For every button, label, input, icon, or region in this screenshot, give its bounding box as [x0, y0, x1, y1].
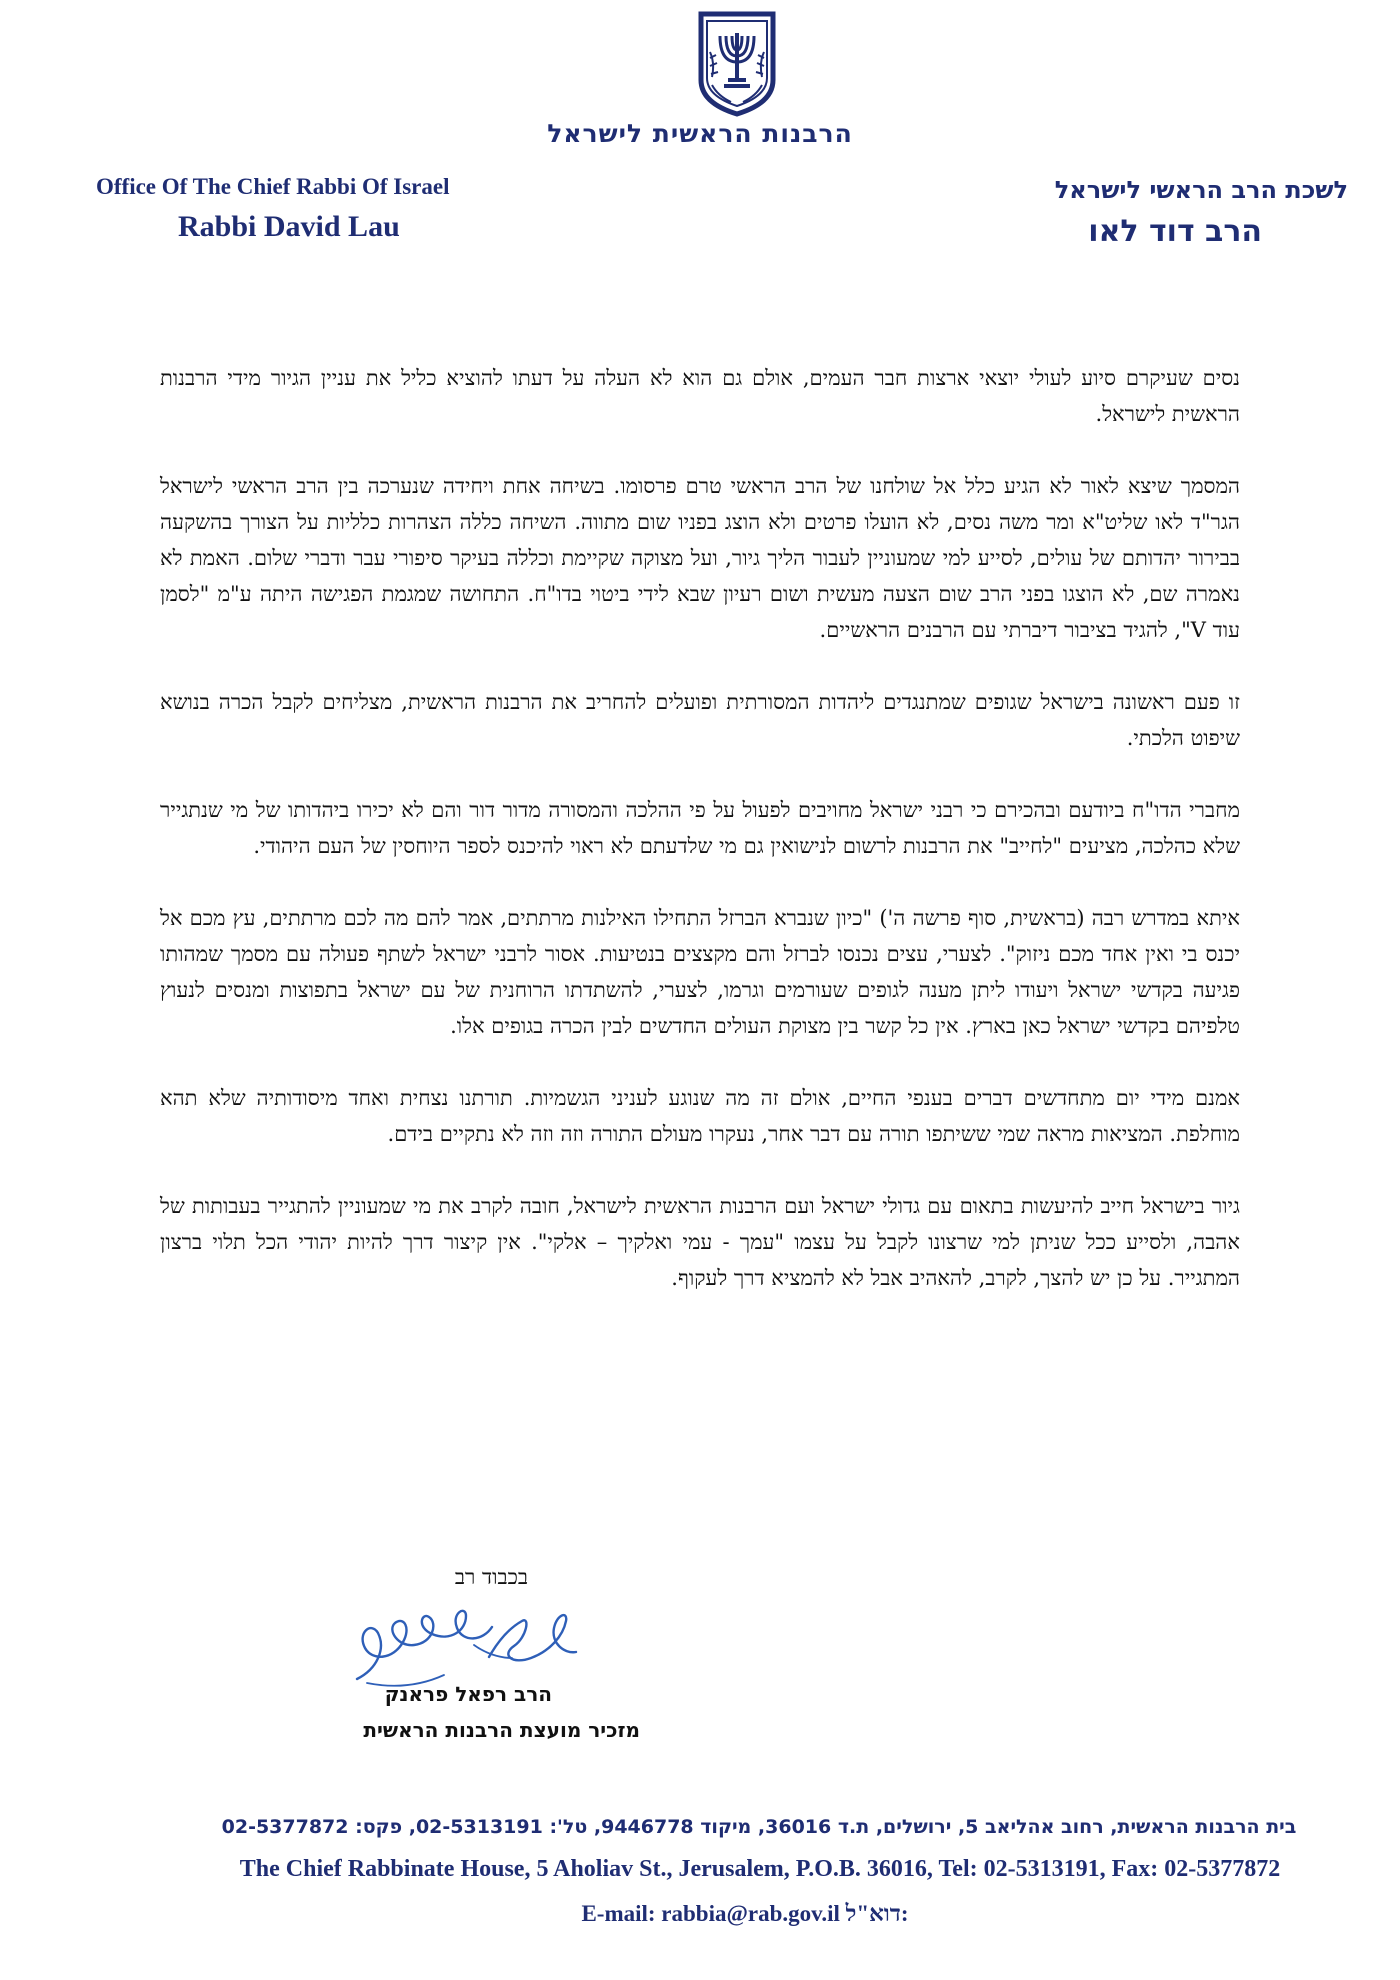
paragraph-6: אמנם מידי יום מתחדשים דברים בענפי החיים, אולם זה מה שנוגע לעניני הגשמיות. תורתנו נצחית ואחד מיסודותיה שלא תהא מוחלפת. המציאות מראה שמי ששיתפו תורה עם דבר אחר, נעקרו מעולם התורה וזה וזה לא נתקיים בידם. — [160, 1086, 1240, 1146]
paragraph-7: גיור בישראל חייב להיעשות בתאום עם גדולי ישראל ועם הרבנות הראשית לישראל, חובה לקרב את מי שמעוניין להתגייר בעבותות של אהבה, ולסייע ככל שניתן למי שרצונו לקבל על עצמו "עמך - עמי ואלקיך – אלקי". אין קיצור דרך להיות יהודי הכל תלוי ברצון המתגייר. על כן יש להצך, לקרב, להאהיב אבל לא להמציא דרך לעקוף. — [160, 1194, 1240, 1290]
office-hebrew-title: לשכת הרב הראשי לישראל — [1054, 176, 1348, 204]
signer-name: הרב רפאל פראנק — [384, 1682, 552, 1706]
footer-hebrew-address: בית הרבנות הראשית, רחוב אהליאב 5, ירושלים, ת.ד 36016, מיקוד 9446778, טל': 02-5313191, פקס: 02-5377872 — [221, 1816, 1297, 1838]
paragraph-5: איתא במדרש רבה (בראשית, סוף פרשה ה') "כיון שנברא הברזל התחילו האילנות מרתתים, אמר להם מה לכם מרתתים, עץ מכם אל יכנס בי ואין אחד מכם ניזוק". לצערי, עצים נכנסו לברזל והם מקצצים בנטיעות. אסור לרבני ישראל לשתף פעולה עם מסמך שמהותו פגיעה בקדשי ישראל ויעודו ליתן מענה לגופים שעורמים וגרמו, לצערי, להשתדתו הרוחנית של עם ישראל בתפוצות ומנסים לנעוץ טלפיהם בקדשי ישראל כאן בארץ. אין כל קשר בין מצוקת העולים החדשים לבין הכרה בגופים אלו. — [160, 906, 1240, 1038]
rabbi-hebrew-name: הרב דוד לאו — [1088, 214, 1262, 249]
organization-hebrew-title: הרבנות הראשית לישראל — [547, 119, 853, 148]
state-emblem-menorah-icon — [692, 8, 782, 118]
paragraph-4: מחברי הדו"ח ביודעם ובהכירם כי רבני ישראל מחויבים לפעול על פי ההלכה והמסורה מדור דור והם לא יכירו ביהדותו של מי שנתגייר שלא כהלכה, מציעים "לחייב" את הרבנות לרשום לנישואין גם מי שלדעתם לא ראוי להיכנס לספר היוחסין של העם היהודי. — [160, 798, 1240, 858]
paragraph-1: נסים שעיקרם סיוע לעולי יוצאי ארצות חבר העמים, אולם גם הוא לא העלה על דעתו להוציא כליל את עניין הגיור מידי הרבנות הראשית לישראל. — [160, 366, 1240, 426]
office-english-title: Office Of The Chief Rabbi Of Israel — [96, 174, 450, 199]
paragraph-3: זו פעם ראשונה בישראל שגופים שמתנגדים ליהדות המסורתית ופועלים להחריב את הרבנות הראשית, מצליחים לקבל הכרה בנושא שיפוט הלכתי. — [160, 690, 1240, 750]
paragraph-2: המסמך שיצא לאור לא הגיע כלל אל שולחנו של הרב הראשי טרם פרסומו. בשיחה אחת ויחידה שנערכה בין הרב הראשי לישראל הגר"ד לאו שליט"א ומר משה נסים, לא הועלו פרטים ולא הוצג בפניו שום מתווה. השיחה כללה הצהרות כלליות על הצורך בהשקעה בבירור יהדותם של עולים, לסייע למי שמעוניין לעבור הליך גיור, ועל מצוקה שקיימת וכללה בעיקר סיפורי עבר ודברי שלום. האמת לא נאמרה שם, לא הוצגו בפני הרב שום הצעה מעשית ושום רעיון שבא לידי ביטוי בדו"ח. התחושה שמגמת הפגישה היתה ע"מ "לסמן עוד V", להגיד בציבור דיברתי עם הרבנים הראשיים. — [160, 474, 1240, 642]
closing-text: בכבוד רב — [454, 1565, 528, 1589]
signer-title: מזכיר מועצת הרבנות הראשית — [363, 1718, 640, 1742]
letter-body — [160, 360, 1240, 1332]
rabbi-english-name: Rabbi David Lau — [178, 210, 400, 243]
footer-email: E-mail: rabbia@rab.gov.il דוא"ל: — [581, 1901, 909, 1926]
signature-block — [290, 1565, 640, 1745]
handwritten-signature-icon — [340, 1603, 580, 1693]
footer-english-address: The Chief Rabbinate House, 5 Aholiav St., Jerusalem, P.O.B. 36016, Tel: 02-5313191, Fax: 02-5377872 — [239, 1856, 1281, 1882]
